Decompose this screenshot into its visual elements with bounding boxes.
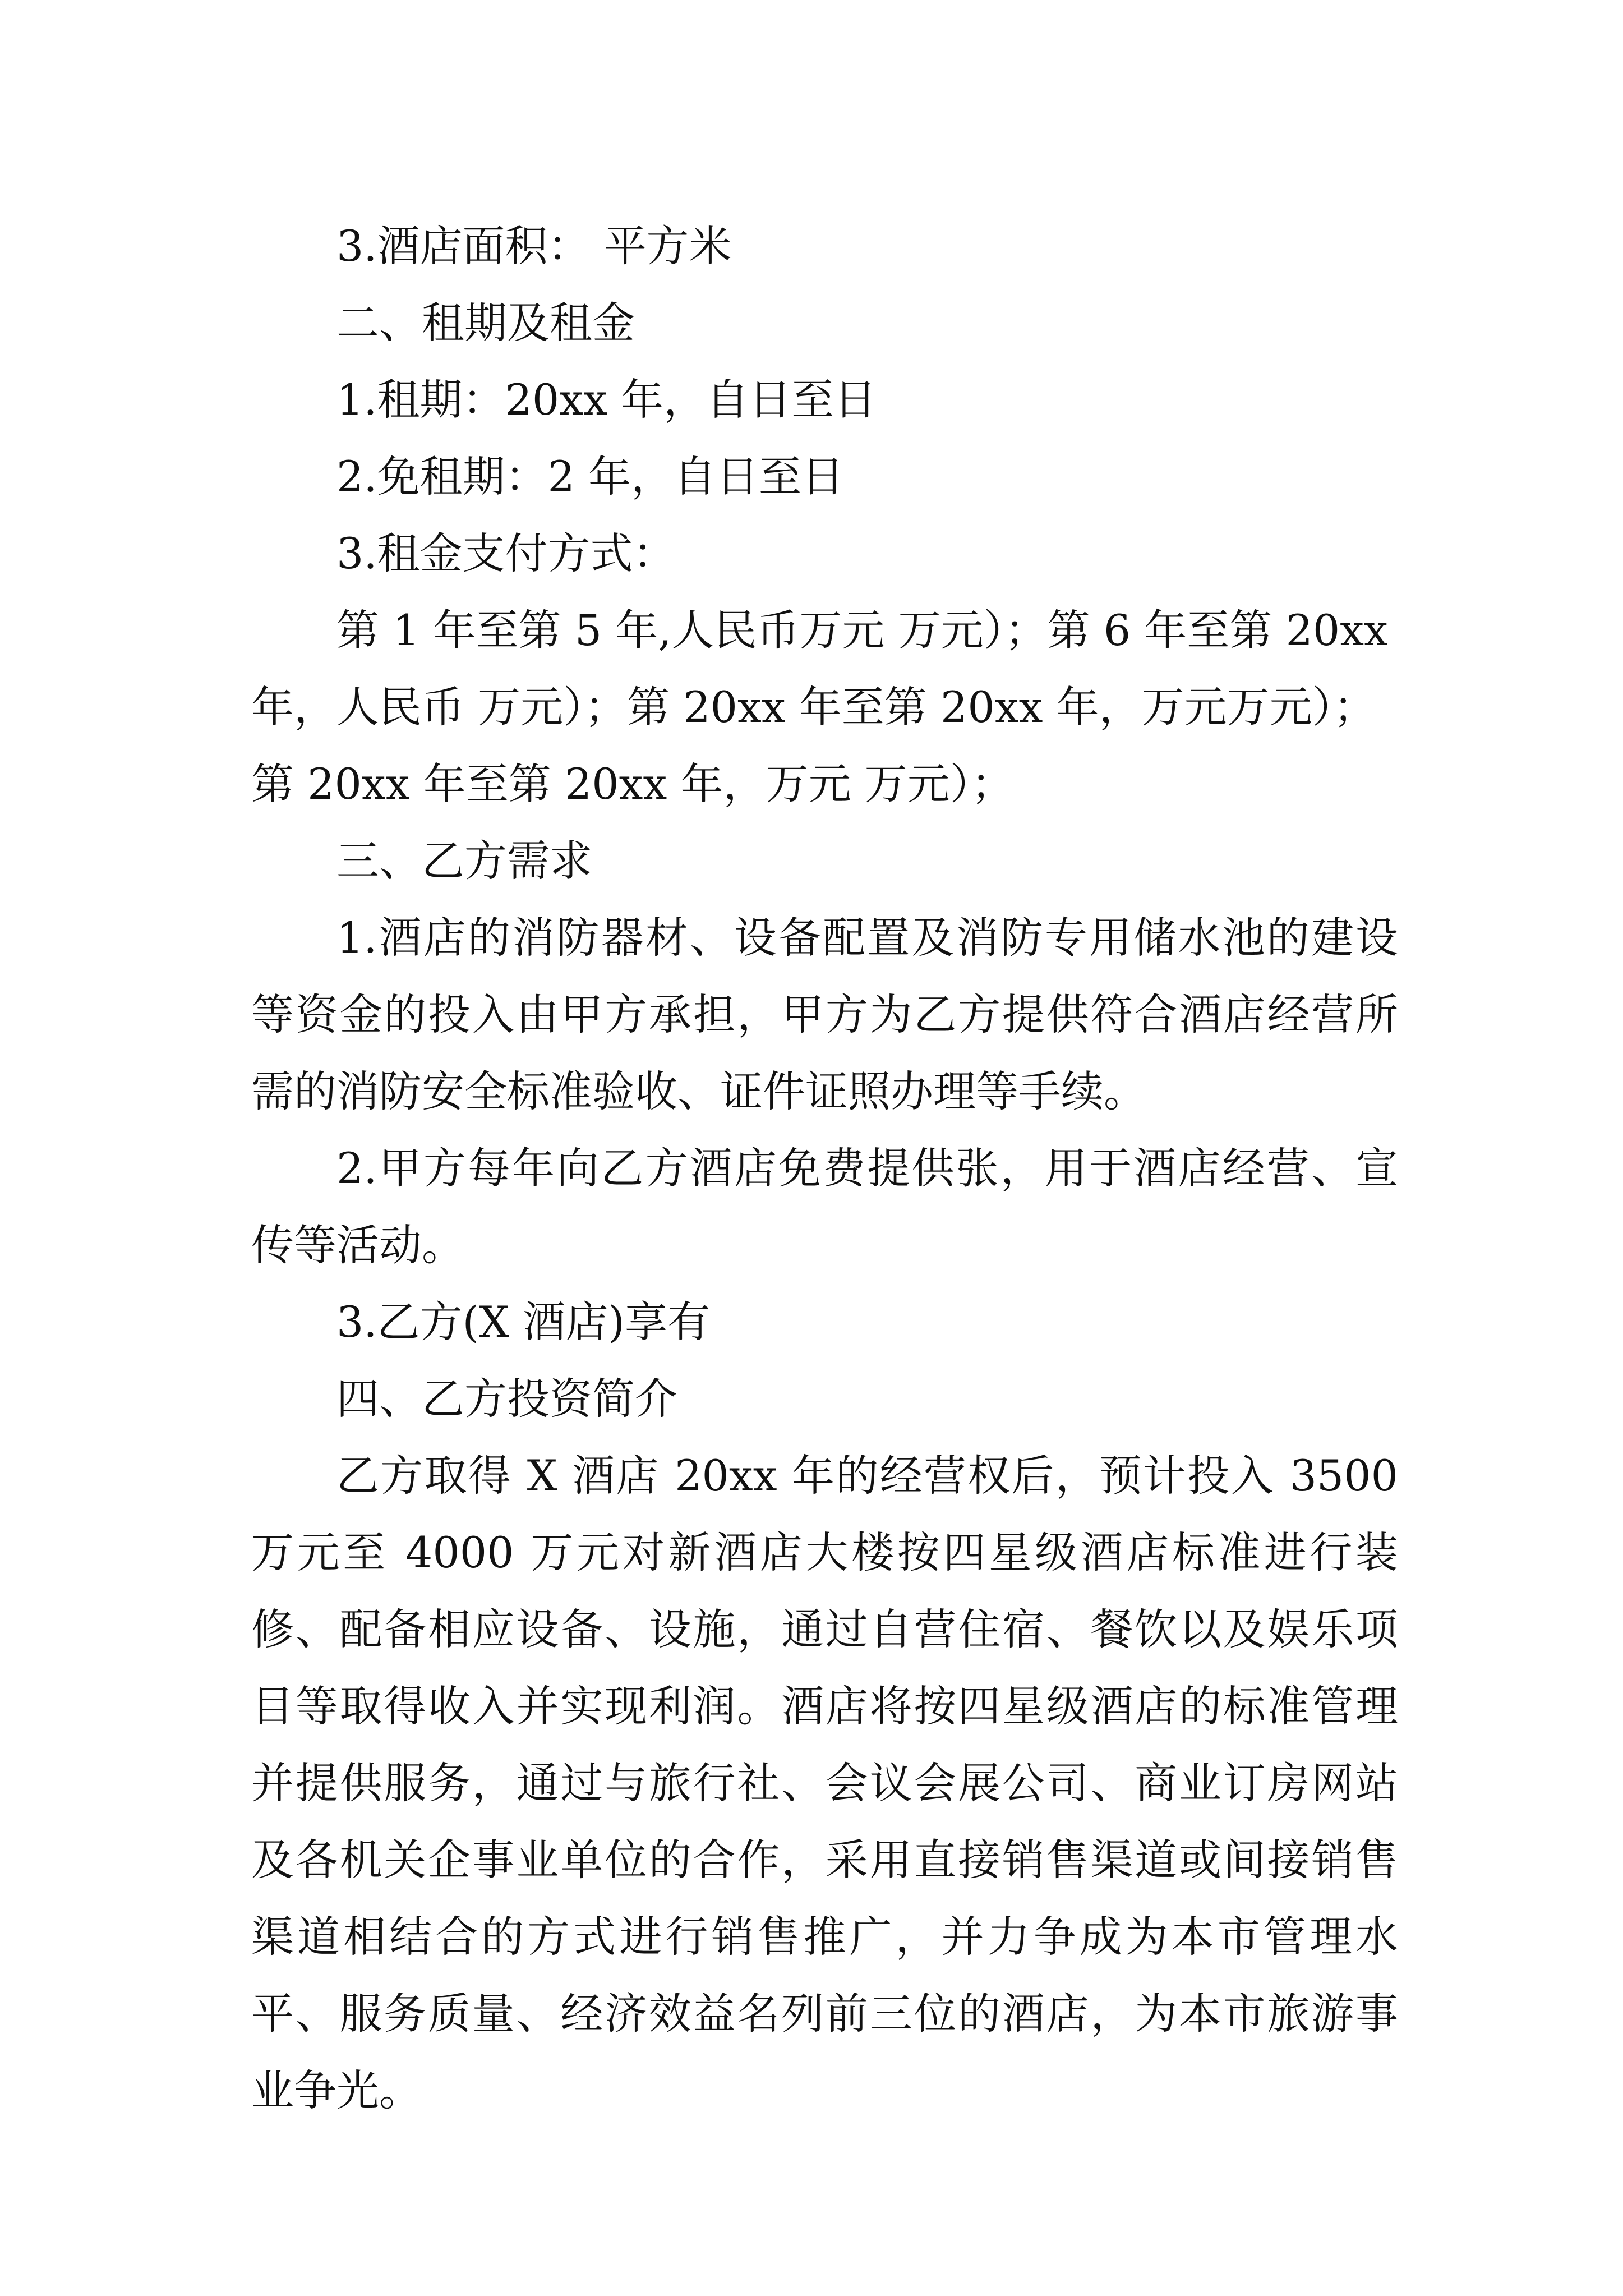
section-heading-investment: 四、乙方投资简介 <box>336 1374 677 1424</box>
need-3-line: 3.乙方(X 酒店)享有 <box>336 1297 711 1347</box>
lease-term-line: 1.租期：20xx 年，自日至日 <box>336 375 877 425</box>
section-heading-lease: 二、租期及租金 <box>336 298 635 348</box>
rent-free-line: 2.免租期：2 年，自日至日 <box>336 452 845 501</box>
investment-paragraph: 乙方取得 X 酒店 20xx 年的经营权后，预计投入 3500 万元至 4000 万元对新酒店大楼按四星级酒店标准进行装修、配备相应设备、设施，通过自营住宿、餐饮以及娱乐项目等取得收入并实现利润。酒店将按四星级酒店的标准管理并提供服务，通过与旅行社、会议会展公司、商业订房网站及各机关企事业单位的合作，采用直接销售渠道或间接销售渠道相结合的方式进行销售推广，并力争成为本市管理水平、服务质量、经济效益名列前三位的酒店，为本市旅游事业争光。 <box>251 1451 1398 2115</box>
need-2-paragraph: 2.甲方每年向乙方酒店免费提供张，用于酒店经营、宣传等活动。 <box>251 1143 1398 1270</box>
payment-detail-paragraph: 第 1 年至第 5 年,人民币万元 万元）；第 6 年至第 20xx 年，人民币 万元）；第 20xx 年至第 20xx 年，万元万元）；第 20xx 年至第 20xx 年，万元 万元）； <box>251 605 1388 809</box>
section-heading-needs: 三、乙方需求 <box>336 836 592 886</box>
document-body <box>251 208 1398 2129</box>
payment-method-line: 3.租金支付方式： <box>336 528 676 578</box>
need-1-paragraph: 1.酒店的消防器材、设备配置及消防专用储水池的建设等资金的投入由甲方承担，甲方为乙方提供符合酒店经营所需的消防安全标准验收、证件证照办理等手续。 <box>251 913 1398 1116</box>
hotel-area-line: 3.酒店面积： 平方米 <box>336 221 732 271</box>
